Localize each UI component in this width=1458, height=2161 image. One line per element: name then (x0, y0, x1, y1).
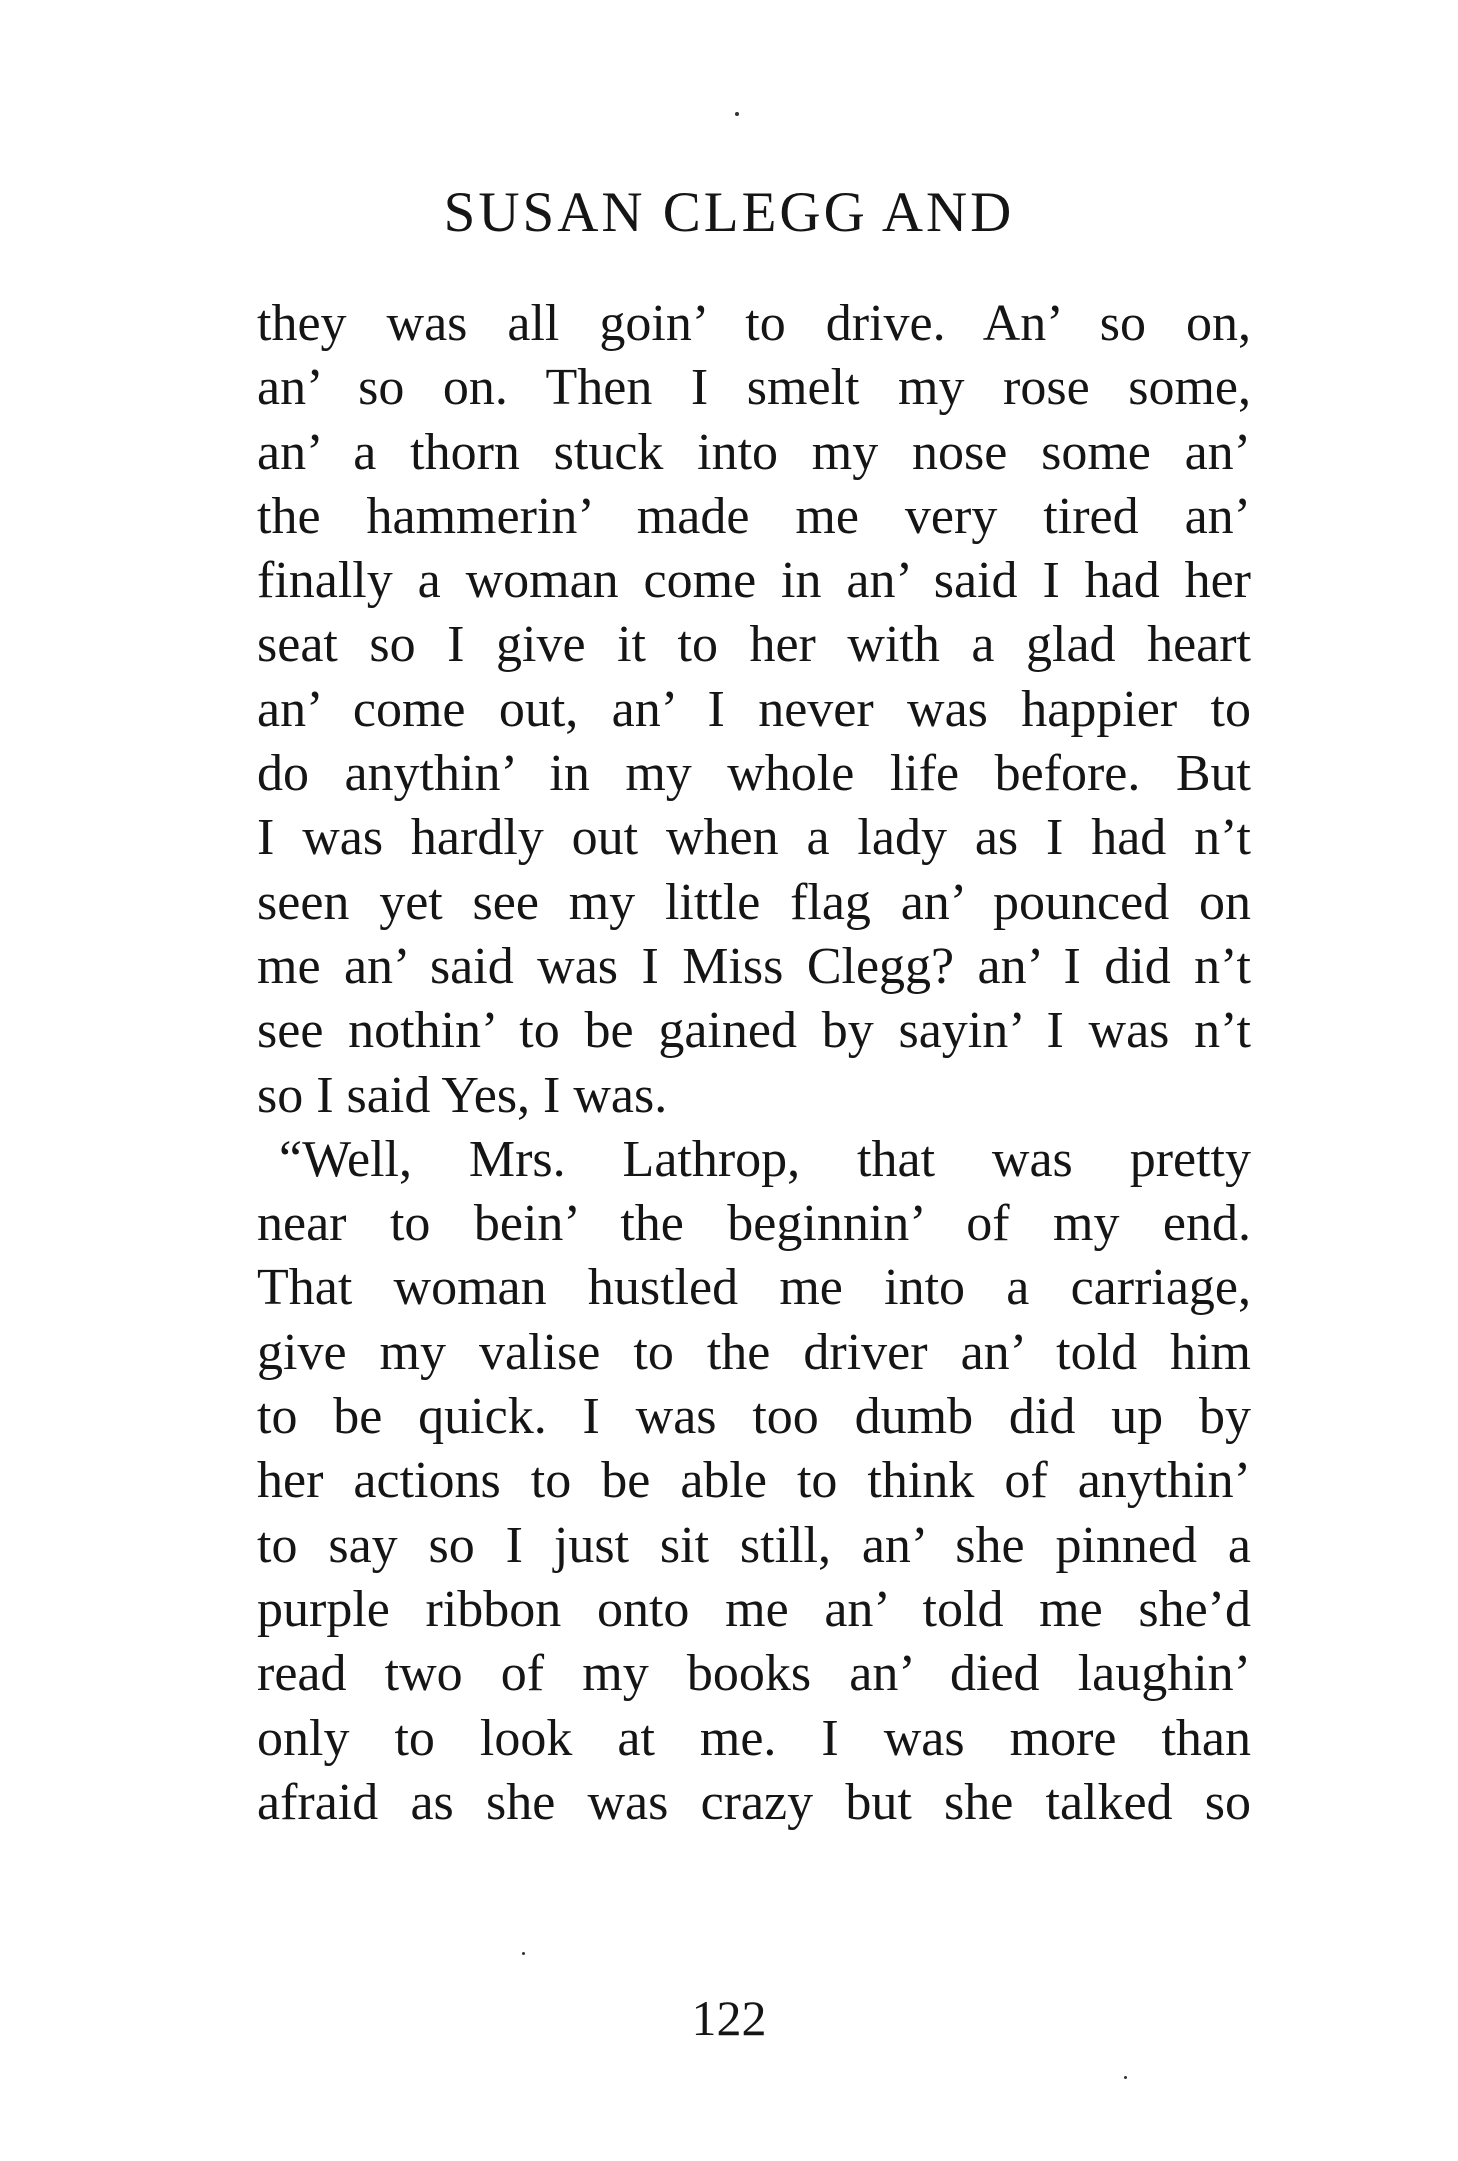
text-line: finally a woman come in an’ said I had her (257, 552, 1251, 610)
paragraph-start-line: “Well, Mrs. Lathrop, that was pretty (279, 1130, 1251, 1188)
text-line: That woman hustled me into a carriage, (257, 1259, 1251, 1317)
text-line: they was all goin’ to drive. An’ so on, (257, 295, 1251, 352)
text-line: seat so I give it to her with a glad heart (257, 616, 1251, 674)
page-body (257, 292, 1251, 1835)
text-line: to say so I just sit still, an’ she pinned a (257, 1516, 1251, 1574)
text-line: an’ so on. Then I smelt my rose some, (257, 359, 1251, 417)
text-line: the hammerin’ made me very tired an’ (257, 487, 1251, 545)
text-line: to be quick. I was too dumb did up by (257, 1388, 1251, 1446)
paragraph-end-line: so I said Yes, I was. (257, 1066, 668, 1124)
ink-speck (522, 1952, 525, 1955)
text-line: I was hardly out when a lady as I had n’t (257, 809, 1251, 867)
text-line: give my valise to the driver an’ told him (257, 1323, 1251, 1381)
text-line: do anythin’ in my whole life before. But (257, 745, 1251, 803)
ink-speck (735, 112, 739, 116)
ink-speck (1124, 2076, 1127, 2079)
running-head: SUSAN CLEGG AND (443, 181, 1015, 244)
text-line: purple ribbon onto me an’ told me she’d (257, 1580, 1251, 1638)
text-line: afraid as she was crazy but she talked so (257, 1773, 1251, 1831)
text-line: an’ come out, an’ I never was happier to (257, 680, 1251, 738)
text-line: see nothin’ to be gained by sayin’ I was n’t (257, 1002, 1251, 1060)
page-number: 122 (691, 1990, 767, 2046)
text-line: near to bein’ the beginnin’ of my end. (257, 1195, 1251, 1253)
text-line: an’ a thorn stuck into my nose some an’ (257, 423, 1251, 481)
text-line: me an’ said was I Miss Clegg? an’ I did n’t (257, 937, 1251, 995)
text-line: her actions to be able to think of anythin’ (257, 1452, 1251, 1510)
text-line: seen yet see my little flag an’ pounced on (257, 873, 1251, 931)
text-line: only to look at me. I was more than (257, 1709, 1251, 1767)
text-line: read two of my books an’ died laughin’ (257, 1645, 1251, 1703)
